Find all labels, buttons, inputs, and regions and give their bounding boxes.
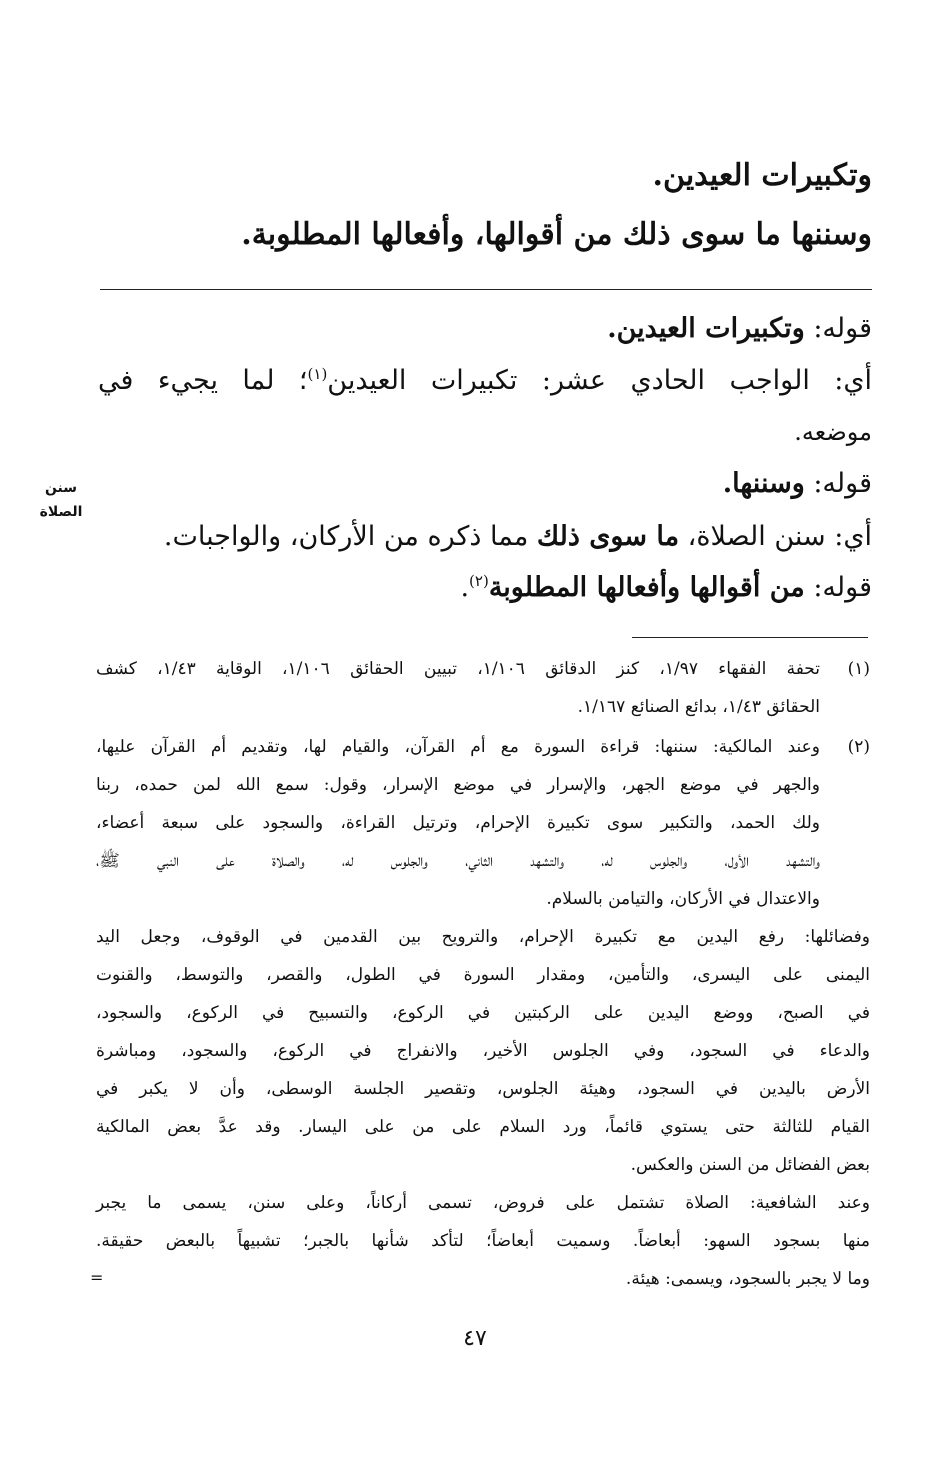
- footnote-line: القيام للثالثة حتى يستوي قائماً، ورد السلام على من على اليسار. وقد عدَّ بعض المالكية: [96, 1117, 870, 1137]
- quoted-matn: ما سوى ذلك: [536, 521, 680, 552]
- page-number: ٤٧: [463, 1326, 487, 1351]
- quote-prefix: قوله:: [804, 313, 872, 344]
- explanation-text-cont: مما ذكره من الأركان، والواجبات.: [163, 521, 537, 552]
- margin-heading-line-2: الصلاة: [39, 504, 83, 520]
- quote-end: .: [460, 572, 470, 603]
- footnote-line: وما لا يجبر بالسجود، ويسمى: هيئة.: [625, 1269, 870, 1289]
- footnote-line: الحقائق ١/٤٣، بدائع الصنائع ١/١٦٧.: [577, 697, 820, 717]
- matn-line-2: وسننها ما سوى ذلك من أقوالها، وأفعالها المطلوبة.: [241, 217, 872, 252]
- matn-separator-rule: [100, 289, 872, 290]
- quote-prefix: قوله:: [804, 468, 872, 499]
- footnote-line: والدعاء في السجود، وفي الجلوس الأخير، والانفراج في الركوع، والسجود، ومباشرة: [96, 1041, 870, 1061]
- footnote-line: وعند الشافعية: الصلاة تشتمل على فروض، تسمى أركاناً، وعلى سنن، يسمى ما يجبر: [96, 1193, 870, 1213]
- footnote-number: (١): [847, 659, 870, 679]
- footnote-line: والجهر في موضع الجهر، والإسرار في موضع الإسرار، وقول: سمع الله لمن حمده، ربنا: [96, 775, 820, 795]
- footnote-line: والاعتدال في الأركان، والتيامن بالسلام.: [546, 889, 820, 909]
- footnote-1: [96, 650, 870, 726]
- footnote-line: في الصبح، ووضع اليدين على الركبتين في الركوع، والتسبيح في الركوع، والسجود،: [96, 1003, 870, 1023]
- explanation-text: أي: الواجب الحادي عشر: تكبيرات العيدين: [327, 365, 872, 396]
- footnote-paragraph-maliki-sunan: [96, 728, 820, 918]
- matn-line-1: وتكبيرات العيدين.: [652, 158, 872, 193]
- margin-heading-line-1: سنن: [44, 480, 78, 496]
- footnote-ref-2[interactable]: (٢): [469, 572, 489, 590]
- footnote-body: [96, 728, 870, 1298]
- footnote-paragraph-shafii: [96, 1184, 870, 1298]
- commentary-quote-2: [98, 468, 872, 499]
- quoted-matn: وتكبيرات العيدين.: [607, 313, 805, 344]
- footnote-line: بعض الفضائل من السنن والعكس.: [630, 1155, 870, 1175]
- footnote-line: وعند المالكية: سننها: قراءة السورة مع أم القرآن، والقيام لها، وتقديم أم القرآن عليها،: [96, 737, 820, 757]
- continuation-mark: =: [90, 1268, 104, 1287]
- footnote-separator-rule: [632, 637, 868, 638]
- footnote-number: (٢): [847, 737, 870, 757]
- quote-prefix: قوله:: [804, 572, 872, 603]
- footnote-ref-1[interactable]: (١): [307, 365, 328, 383]
- footnote-line: الأرض باليدين في السجود، وهيئة الجلوس، وتقصير الجلسة الوسطى، وأن لا يكبر في: [96, 1079, 870, 1099]
- footnote-2: [96, 728, 870, 1298]
- footnote-line: تحفة الفقهاء ١/٩٧، كنز الدقائق ١/١٠٦، تبيين الحقائق ١/١٠٦، الوقاية ١/٤٣، كشف: [96, 659, 820, 679]
- footnote-line: منها بسجود السهو: أبعاضاً. وسميت أبعاضاً؛ لتأكد شأنها بالجبر؛ تشبيهاً بالبعض حقيقة.: [96, 1231, 870, 1251]
- footnote-paragraph-maliki-fadail: [96, 918, 870, 1184]
- quoted-matn: وسننها.: [722, 468, 805, 499]
- footnote-line: والتشهد الأول، والجلوس له، والتشهد الثاني، والجلوس له، والصلاة على النبي ﷺ،: [96, 851, 820, 871]
- quoted-matn: من أقوالها وأفعالها المطلوبة: [488, 572, 805, 603]
- commentary-explanation-2: [98, 521, 872, 552]
- explanation-text-cont: ؛ لما يجيء في: [98, 365, 308, 396]
- footnote-line: اليمنى على اليسرى، والتأمين، ومقدار السورة في الطول، والقصر، والتوسط، والقنوت: [96, 965, 870, 985]
- commentary-explanation-1: [98, 365, 872, 396]
- footnote-line: وفضائلها: رفع اليدين مع تكبيرة الإحرام، والترويح بين القدمين في الوقوف، وجعل اليد: [96, 927, 870, 947]
- footnote-body: [96, 650, 820, 726]
- commentary-quote-1: [98, 313, 872, 344]
- commentary-explanation-1-cont: موضعه.: [794, 418, 872, 446]
- margin-heading: [26, 476, 96, 524]
- explanation-text: أي: سنن الصلاة،: [679, 521, 872, 552]
- footnote-line: ولك الحمد، والتكبير سوى تكبيرة الإحرام، وترتيل القراءة، والسجود على سبعة أعضاء،: [96, 813, 820, 833]
- commentary-quote-3: [98, 572, 872, 603]
